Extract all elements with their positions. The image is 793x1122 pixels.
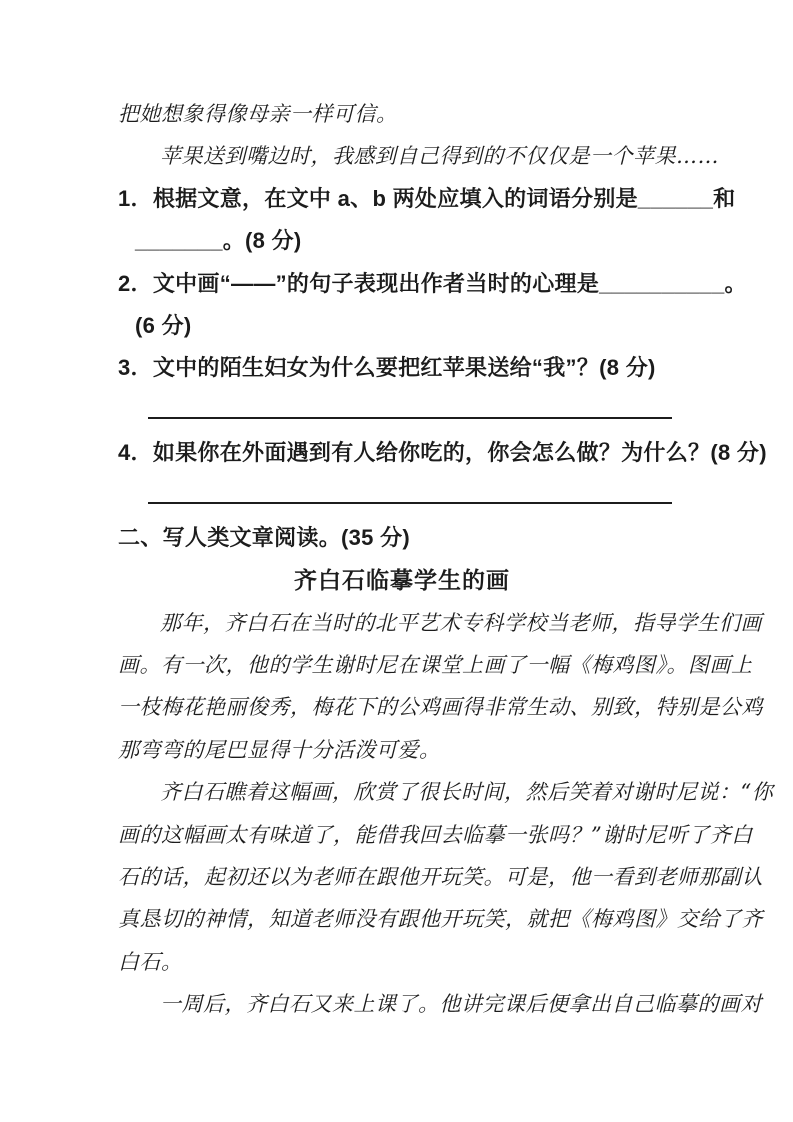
page-content — [118, 93, 774, 1026]
question-1-line-2: _______。(8 分) — [135, 228, 302, 254]
question-2-points: (6 分) — [135, 312, 192, 338]
passage-p1-line-2: 画。有一次，他的学生谢时尼在课堂上画了一幅《梅鸡图》。图画上 — [118, 653, 753, 678]
answer-blank-rule — [148, 417, 672, 419]
passage-p1-line-3: 一枝梅花艳丽俊秀，梅花下的公鸡画得非常生动、别致，特别是公鸡 — [118, 695, 763, 720]
question-3-line-1: 3．文中的陌生妇女为什么要把红苹果送给“我”？(8 分) — [118, 355, 656, 381]
question-1-line-1: 1．根据文意，在文中 a、b 两处应填入的词语分别是______和 — [118, 185, 736, 211]
passage-p2-line-2: 画的这幅画太有味道了，能借我回去临摹一张吗？”谢时尼听了齐白 — [118, 822, 753, 847]
passage-title: 齐白石临摹学生的画 — [294, 567, 510, 594]
passage-p2-line-3: 石的话，起初还以为老师在跟他开玩笑。可是，他一看到老师那副认 — [118, 865, 763, 890]
passage-p2-line-4: 真恳切的神情，知道老师没有跟他开玩笑，就把《梅鸡图》交给了齐 — [118, 907, 763, 932]
question-3-answer-blank — [118, 390, 686, 432]
section-2-heading: 二、写人类文章阅读。(35 分) — [118, 524, 411, 550]
excerpt-line-1: 把她想象得像母亲一样可信。 — [118, 102, 398, 126]
excerpt-line-2: 苹果送到嘴边时，我感到自己得到的不仅仅是一个苹果…… — [160, 144, 719, 169]
question-4-line-1: 4．如果你在外面遇到有人给你吃的，你会怎么做？为什么？(8 分) — [118, 440, 767, 466]
question-2-line-1: 2．文中画“——”的句子表现出作者当时的心理是__________。 — [118, 270, 747, 296]
passage-p1-line-4: 那弯弯的尾巴显得十分活泼可爱。 — [118, 737, 441, 762]
passage-p2-line-1: 齐白石瞧着这幅画，欣赏了很长时间，然后笑着对谢时尼说：“你 — [160, 780, 774, 805]
passage-p3-line-1: 一周后，齐白石又来上课了。他讲完课后便拿出自己临摹的画对 — [160, 992, 762, 1017]
answer-blank-rule — [148, 502, 672, 504]
passage-p2-line-5: 白石。 — [118, 949, 183, 974]
passage-p1-line-1: 那年，齐白石在当时的北平艺术专科学校当老师，指导学生们画 — [160, 610, 762, 635]
question-4-answer-blank — [118, 475, 686, 517]
